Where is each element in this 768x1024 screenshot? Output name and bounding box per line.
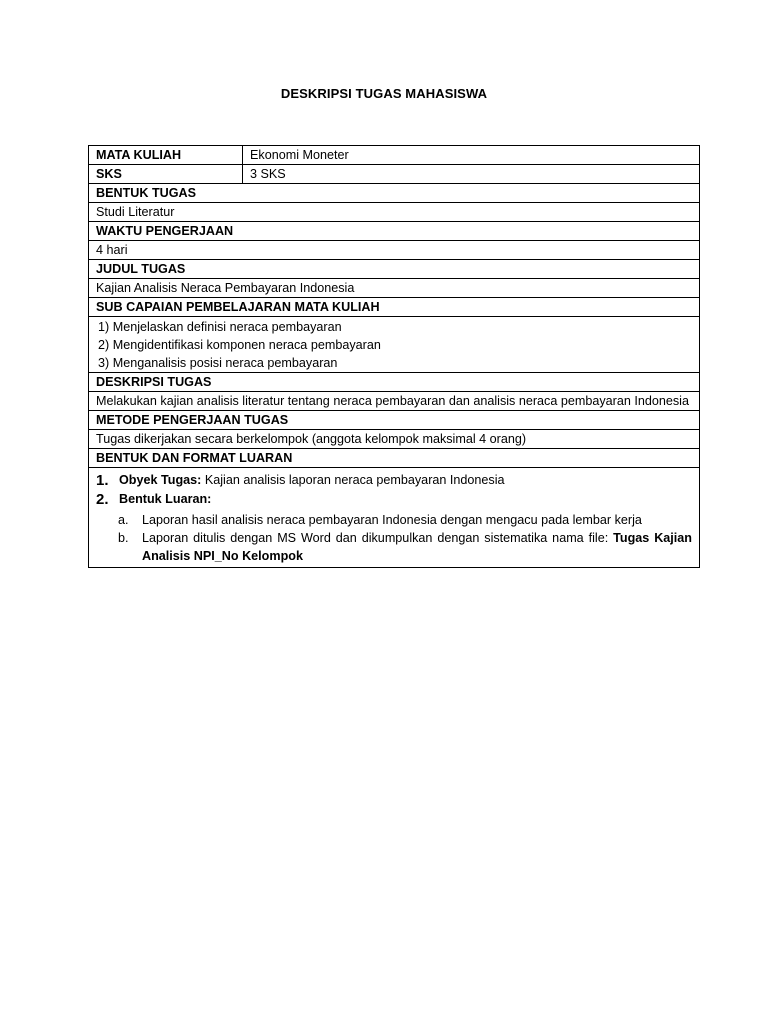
list-item-label: Obyek Tugas: — [119, 473, 202, 487]
judul-tugas-label: JUDUL TUGAS — [89, 260, 700, 279]
table-row-mata-kuliah — [89, 146, 700, 165]
list-number: 2. — [96, 491, 109, 508]
document-title: DESKRIPSI TUGAS MAHASISWA — [280, 86, 488, 101]
list-number: 1. — [96, 472, 109, 489]
assignment-table — [88, 145, 700, 568]
deskripsi-tugas-label: DESKRIPSI TUGAS — [89, 373, 700, 392]
sub-list-bold-text: Tugas Kajian Analisis NPI_No Kelompok — [142, 531, 692, 563]
metode-pengerjaan-value: Tugas dikerjakan secara berkelompok (anggota kelompok maksimal 4 orang) — [89, 430, 700, 449]
luaran-list — [96, 469, 693, 565]
sub-list-body — [142, 511, 693, 529]
table-row-deskripsi-header — [89, 373, 700, 392]
list-item — [96, 471, 693, 490]
sub-capaian-cell — [89, 317, 700, 373]
table-row-judul-header — [89, 260, 700, 279]
sub-list-item — [118, 511, 693, 529]
bentuk-tugas-label: BENTUK TUGAS — [89, 184, 700, 203]
table-row-metode-value — [89, 430, 700, 449]
deskripsi-tugas-value: Melakukan kajian analisis literatur tentang neraca pembayaran dan analisis neraca pembayaran Indonesia — [89, 392, 700, 411]
sub-list-text: Laporan hasil analisis neraca pembayaran Indonesia dengan mengacu pada lembar kerja — [142, 513, 642, 527]
table-row-waktu-value — [89, 241, 700, 260]
table-row-sub-capaian-list — [89, 317, 700, 373]
list-item-body — [119, 471, 693, 490]
luaran-cell — [89, 468, 700, 568]
list-item-body — [119, 490, 693, 565]
sub-list-body — [142, 529, 693, 565]
sub-list-text: Laporan ditulis dengan MS Word dan dikumpulkan dengan sistematika nama file: — [142, 531, 614, 545]
sks-value: 3 SKS — [243, 165, 700, 184]
waktu-pengerjaan-value: 4 hari — [89, 241, 700, 260]
table-row-sks — [89, 165, 700, 184]
sub-capaian-list — [96, 318, 693, 372]
list-item-text: Kajian analisis laporan neraca pembayaran Indonesia — [201, 473, 505, 487]
table-row-sub-capaian-header — [89, 298, 700, 317]
list-item: 3) Menganalisis posisi neraca pembayaran — [98, 356, 338, 370]
sub-list-letter: a. — [118, 513, 129, 527]
sub-capaian-label: SUB CAPAIAN PEMBELAJARAN MATA KULIAH — [89, 298, 700, 317]
table-row-luaran-header — [89, 449, 700, 468]
mata-kuliah-value: Ekonomi Moneter — [243, 146, 700, 165]
list-item — [96, 490, 693, 565]
list-item: 1) Menjelaskan definisi neraca pembayaran — [98, 320, 342, 334]
table-row-bentuk-tugas-value — [89, 203, 700, 222]
sub-list-item — [118, 529, 693, 565]
list-item-label: Bentuk Luaran: — [119, 492, 212, 506]
table-row-judul-value — [89, 279, 700, 298]
sks-label: SKS — [89, 165, 243, 184]
waktu-pengerjaan-label: WAKTU PENGERJAAN — [89, 222, 700, 241]
list-item: 2) Mengidentifikasi komponen neraca pembayaran — [98, 338, 381, 352]
table-row-deskripsi-value — [89, 392, 700, 411]
table-row-luaran-list — [89, 468, 700, 568]
metode-pengerjaan-label: METODE PENGERJAAN TUGAS — [89, 411, 700, 430]
sub-list-letter: b. — [118, 531, 129, 545]
table-row-metode-header — [89, 411, 700, 430]
mata-kuliah-label: MATA KULIAH — [89, 146, 243, 165]
table-row-waktu-header — [89, 222, 700, 241]
bentuk-tugas-value: Studi Literatur — [89, 203, 700, 222]
sub-list — [118, 511, 693, 565]
bentuk-format-luaran-label: BENTUK DAN FORMAT LUARAN — [89, 449, 700, 468]
table-row-bentuk-tugas-header — [89, 184, 700, 203]
judul-tugas-value: Kajian Analisis Neraca Pembayaran Indonesia — [89, 279, 700, 298]
